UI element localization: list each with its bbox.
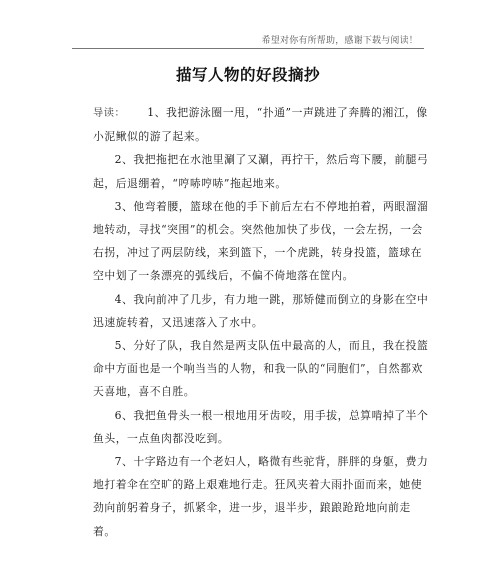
lead-label: 导读： [93, 108, 126, 119]
header-divider [72, 48, 424, 49]
paragraph-5: 5、分好了队，我自然是两支队伍中最高的人，而且，我在投篮命中方面也是一个响当当的人物，和我一队的“同胞们”，自然都欢天喜地，喜不自胜。 [93, 339, 429, 399]
document-title: 描写人物的好段摘抄 [175, 66, 320, 84]
paragraph-3: 3、他弯着腰，篮球在他的手下前后左右不停地拍着，两眼溜溜地转动，寻找“突围”的机会。突然他加快了步伐，一会左拐，一会右拐，冲过了两层防线，来到篮下，一个虎跳，转身投篮，篮球在空中划了一条漂亮的弧线后，不偏不倚地落在筐内。 [93, 199, 429, 283]
paragraph-4: 4、我向前冲了几步，有力地一跳，那矫健而倒立的身影在空中迅速旋转着，又迅速落入了水中。 [93, 292, 429, 329]
header-note: 希望对你有所帮助，感谢下载与阅读！ [261, 36, 418, 46]
paragraph-7: 7、十字路边有一个老妇人，略微有些驼背，胖胖的身躯，费力地打着伞在空旷的路上艰难地行走。狂风夹着大雨扑面而来，她使劲向前躬着身子，抓紧伞，进一步，退半步，踉踉跄跄地向前走着。 [93, 455, 429, 538]
paragraph-1 [93, 101, 430, 148]
paragraph-6: 6、我把鱼骨头一根一根地用牙齿咬，用手拔，总算啃掉了半个鱼头，一点鱼肉都没吃到。 [93, 408, 429, 445]
paragraph-2: 2、我把拖把在水池里涮了又涮，再拧干，然后弯下腰，前腿弓起，后退绷着，“哼哧哼哧”拖起地来。 [93, 153, 429, 190]
paragraph-text: 1、我把游泳圈一甩，“扑通”一声跳进了奔腾的湘江，像小泥鳅似的游了起来。 [93, 106, 428, 144]
document-body [93, 101, 430, 543]
